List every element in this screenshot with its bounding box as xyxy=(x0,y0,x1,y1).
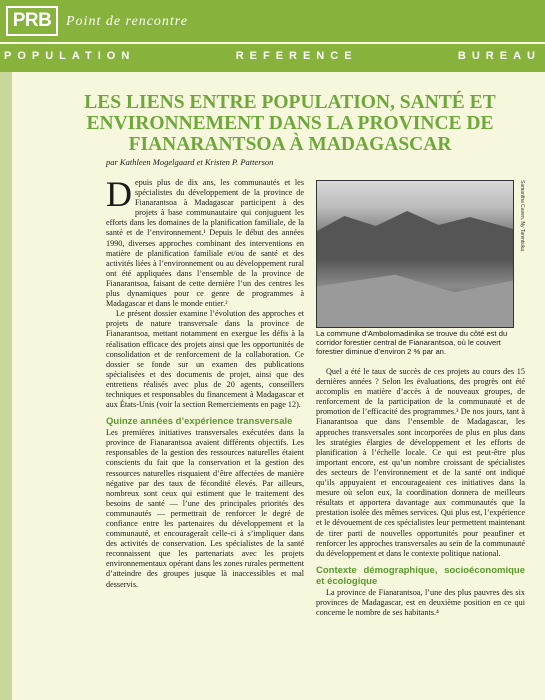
drop-cap: D xyxy=(106,174,132,214)
column-left xyxy=(106,174,304,590)
landscape-photo xyxy=(316,180,514,328)
article-title: LES LIENS ENTRE POPULATION, SANTÉ ET ENVIRONNEMENT DANS LA PROVINCE DE FIANARANTSOA À MADAGASCAR xyxy=(84,92,496,155)
masthead-rule xyxy=(0,42,545,44)
paragraph: La province de Fianarantsoa, l’une des plus pauvres des six provinces de Madagascar, est en deuxième position en ce qui concerne le nombre de ses habitants.⁴ xyxy=(316,587,525,617)
paragraph: Les premières initiatives transversales exécutées dans la province de Fianarantsoa avaient différents objectifs. Les responsables de la gestion des ressources naturelles étaient conscients du fait que la conservation et la gestion des ressources naturelles risquaient d’être affectées de manière négative par des taux de fécondité élevés. Par ailleurs, nombreux sont ceux qui estiment que le traitement des besoins de santé — l’une des principales priorités des communautés — permettrait de renforcer le degré de confiance entre les partenaires du développement et la communauté, et encourageraît celle-ci à s’impliquer dans des activités de conservation. Les spécialistes de la santé reconnaissent que les partenariats avec les projets environnementaux opérant dans les zones rurales permettent d’atteindre des groupes jusque là inaccessibles et mal desservis. xyxy=(106,428,304,589)
authors-line: par Kathleen Mogelgaard et Kristen P. Patterson xyxy=(106,157,274,167)
prb-logo: PRB xyxy=(6,6,58,36)
photo-mountain-ridge xyxy=(317,211,513,261)
paragraph: Quel a été le taux de succès de ces projets au cours des 15 dernières années ? Selon les évaluations, des progrès ont été accomplis en matière d’accès à de nouveaux groupes, de renforcement de la participation de la communauté et de promotion de l’efficacité des programmes.³ De nos jours, tant à Fianarantsoa que dans l’ensemble de Madagascar, les approches transversales sont incorporées de plus en plus dans les stratégies élargies de développement et les efforts de planification à l’échelle locale. Ce qui est peut-être plus important encore, est qu’un nombre croissant de spécialistes des secteurs de l’environnement et de la santé ont indiqué qu’ils appuyaient et encourageaient ces initiatives dans la mesure où selon eux, la coordination donnera de meilleurs résultats et apportera davantage aux communautés que la prestation isolée des mêmes services. Qui plus est, l’expérience et le dévouement de ces spécialistes leur permettent maintenant de tirer parti de nouvelles opportunités pour peaufiner et renforcer les approches transversales au sein de la communauté du développement et dans le contexte politique national. xyxy=(316,367,525,558)
paragraph xyxy=(106,174,304,309)
paragraph: Le présent dossier examine l’évolution des approches et projets de nature transversale dans la province de Fianarantsoa, mettant notamment en exergue les défis à la réalisation efficace des projets ainsi que les opportunités de consolidation et de renforcement de la collaboration. Ce dossier se fonde sur un examen des publications spécialisées et des documents de projet, ainsi que des entretiens réalisés avec plus de 20 agents, conseillers techniques et responsables du financement à Madagascar et aux États-Unis (voir la section Remerciements en page 12). xyxy=(106,309,304,410)
bureau-banner xyxy=(4,50,541,62)
section-heading: Contexte démographique, socioéconomique et écologique xyxy=(316,564,525,587)
section-heading: Quinze années d’expérience transversale xyxy=(106,416,293,428)
column-right xyxy=(316,367,525,618)
bureau-word: POPULATION xyxy=(4,50,136,62)
paragraph-text: epuis plus de dix ans, les communautés et les spécialistes du développement de la province de Fianarantsoa à Madagascar participent à des projets à base communautaire qui conjuguent les efforts dans les domaines de la planification familiale, de la santé et de l’environnement.¹ Depuis le début des années 1990, diverses approches combinant des interventions en matière de planification familiale et/ou de santé et des activités liées à l’environnement ou au développement rural ont été appliquées dans l’ensemble de la province de Fianarantsoa, faisant de cette dernière l’un des centres les plus dynamiques pour ce genre de programmes à Madagascar et dans le monde entier.² xyxy=(106,178,304,309)
masthead xyxy=(0,0,545,72)
bureau-word: BUREAU xyxy=(457,50,541,62)
photo-terraced-fields xyxy=(317,269,513,327)
bureau-word: REFERENCE xyxy=(235,50,358,62)
photo-credit: Samantha Caven, Ny Tanintsika xyxy=(519,180,525,252)
series-subtitle: Point de rencontre xyxy=(66,14,188,29)
photo-caption: La commune d’Ambolomadinika se trouve du côté est du corridor forestier central de Fianarantsoa, où le couvert forestier diminue d’environ 2 % par an. xyxy=(316,329,508,357)
left-margin-bar xyxy=(0,72,12,700)
